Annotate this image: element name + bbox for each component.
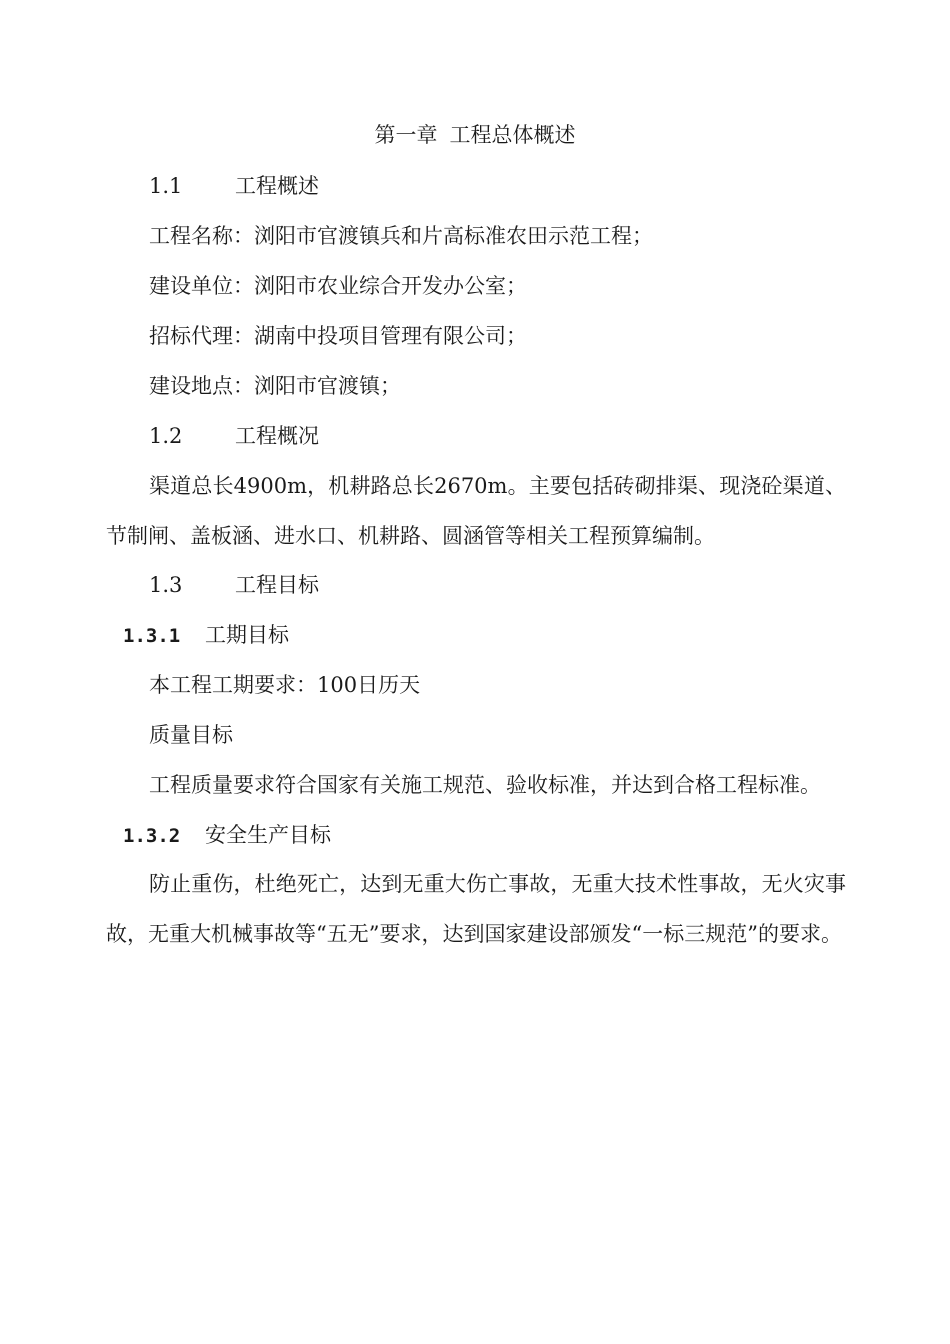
overview-paragraph: 渠道总长4900m，机耕路总长2670m。主要包括砖砌排渠、现浇砼渠道、节制闸、盖板涵、进水口、机耕路、圆涵管等相关工程预算编制。 [106, 474, 846, 548]
project-name-line: 工程名称：浏阳市官渡镇兵和片高标准农田示范工程； [149, 224, 653, 248]
subsection-number: 1.3.1 [123, 625, 181, 647]
chapter-title [0, 120, 950, 150]
section-1-1-heading [149, 171, 319, 201]
section-1-3-2-heading [123, 820, 331, 851]
section-1-3-1-heading [123, 620, 289, 651]
section-1-3-heading [149, 570, 319, 600]
section-1-2-heading [149, 421, 319, 451]
agent-line: 招标代理：湖南中投项目管理有限公司； [149, 324, 527, 348]
section-number: 1.3 [149, 573, 183, 597]
subsection-title: 工期目标 [205, 623, 289, 647]
section-title: 工程概况 [235, 424, 319, 448]
section-title: 工程概述 [235, 174, 319, 198]
builder-line: 建设单位：浏阳市农业综合开发办公室； [149, 274, 527, 298]
section-number: 1.2 [149, 424, 183, 448]
subsection-title: 安全生产目标 [205, 823, 331, 847]
section-number: 1.1 [149, 174, 183, 198]
section-title: 工程目标 [235, 573, 319, 597]
safety-paragraph: 防止重伤，杜绝死亡，达到无重大伤亡事故，无重大技术性事故，无火灾事故，无重大机械事故等“五无”要求，达到国家建设部颁发“一标三规范”的要求。 [106, 872, 846, 946]
chapter-label: 第一章 [374, 123, 438, 147]
period-line: 本工程工期要求：100日历天 [149, 673, 421, 697]
subsection-number: 1.3.2 [123, 825, 181, 847]
quality-line: 工程质量要求符合国家有关施工规范、验收标准，并达到合格工程标准。 [149, 773, 821, 797]
chapter-name: 工程总体概述 [449, 123, 576, 147]
quality-heading: 质量目标 [149, 723, 233, 747]
location-line: 建设地点：浏阳市官渡镇； [149, 374, 401, 398]
